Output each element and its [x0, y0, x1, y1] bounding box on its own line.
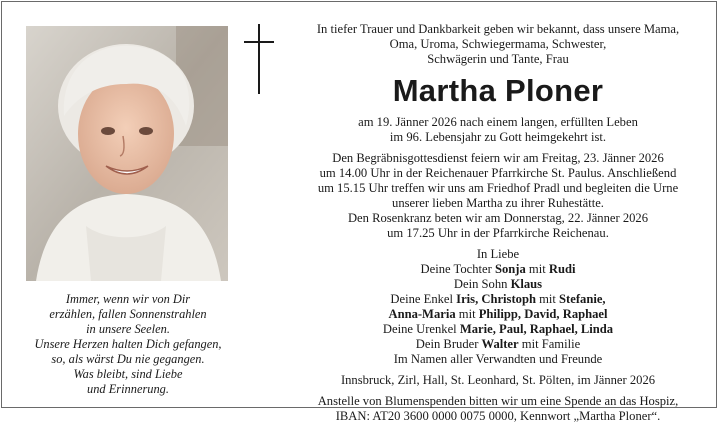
poem-line: und Erinnerung.	[87, 382, 169, 396]
poem-line: erzählen, fallen Sonnenstrahlen	[49, 307, 207, 321]
mourner-grandchildren: Deine Enkel Iris, Christoph mit Stefanie,	[390, 292, 606, 306]
mourner-grandchildren-2: Anna-Maria mit Philipp, David, Raphael	[388, 307, 608, 321]
deceased-name: Martha Ploner	[392, 73, 604, 108]
intro-line: Oma, Uroma, Schwiegermama, Schwester,	[389, 37, 607, 51]
notice-text	[286, 22, 710, 424]
donation-line: Anstelle von Blumenspenden bitten wir um eine Spende an das Hospiz,	[317, 394, 679, 408]
poem-line: so, als wärst Du nie gegangen.	[51, 352, 205, 366]
funeral-line: unserer lieben Martha zu ihrer Ruhestätte.	[392, 196, 604, 210]
mourner-brother: Dein Bruder Walter mit Familie	[415, 337, 581, 351]
in-liebe: In Liebe	[476, 247, 520, 261]
poem-line: in unsere Seelen.	[86, 322, 170, 336]
poem-line: Immer, wenn wir von Dir	[65, 292, 191, 306]
poem-line: Unsere Herzen halten Dich gefangen,	[34, 337, 222, 351]
poem-line: Was bleibt, sind Liebe	[73, 367, 183, 381]
intro-line: In tiefer Trauer und Dankbarkeit geben wir bekannt, dass unsere Mama,	[316, 22, 680, 36]
donation-line: IBAN: AT20 3600 0000 0075 0000, Kennwort „Martha Ploner“.	[335, 409, 661, 423]
mourner-daughter: Deine Tochter Sonja mit Rudi	[420, 262, 576, 276]
funeral-line: Den Begräbnisgottesdienst feiern wir am Freitag, 23. Jänner 2026	[332, 151, 664, 165]
passing-line: am 19. Jänner 2026 nach einem langen, erfüllten Leben	[358, 115, 638, 129]
funeral-line: um 17.25 Uhr in der Pfarrkirche Reichenau.	[387, 226, 609, 240]
memorial-poem	[20, 292, 236, 397]
funeral-line: um 14.00 Uhr in der Reichenauer Pfarrkirche St. Paulus. Anschließend	[319, 166, 677, 180]
places-date: Innsbruck, Zirl, Hall, St. Leonhard, St. Pölten, im Jänner 2026	[340, 373, 656, 387]
mourner-great-grandchildren: Deine Urenkel Marie, Paul, Raphael, Linda	[382, 322, 614, 336]
funeral-line: Den Rosenkranz beten wir am Donnerstag, 22. Jänner 2026	[347, 211, 649, 225]
passing-line: im 96. Lebensjahr zu Gott heimgekehrt ist.	[389, 130, 607, 144]
portrait-photo	[26, 26, 228, 281]
mourner-son: Dein Sohn Klaus	[453, 277, 543, 291]
funeral-line: um 15.15 Uhr treffen wir uns am Friedhof Pradl und begleiten die Urne	[317, 181, 679, 195]
cross-icon	[244, 24, 274, 94]
mourner-relatives: Im Namen aller Verwandten und Freunde	[393, 352, 603, 366]
intro-line: Schwägerin und Tante, Frau	[427, 52, 569, 66]
